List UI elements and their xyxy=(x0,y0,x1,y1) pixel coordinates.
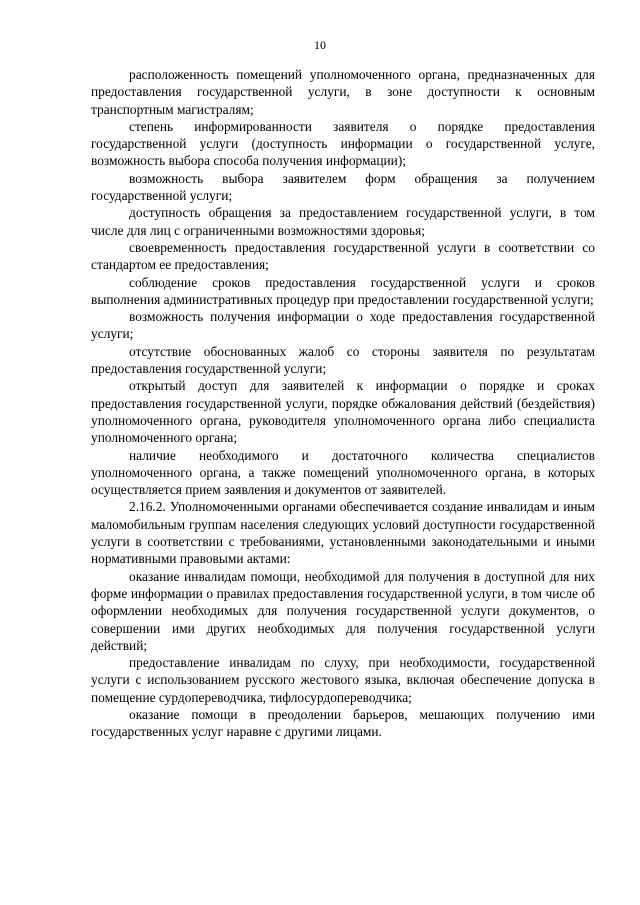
paragraph-sign-language: предоставление инвалидам по слуху, при необходимости, государственной услуги с использованием русского жестового языка, включая обеспечение допуска в помещение сурдопереводчика, тифлосурдопереводчика; xyxy=(91,655,595,705)
paragraph-section-2-16-2: 2.16.2. Уполномоченными органами обеспечивается создание инвалидам и иным маломобильным группам населения следующих условий доступности государственной услуги в соответствии с требованиями, установленными законодательными и иными нормативными правовыми актами: xyxy=(91,499,595,567)
paragraph-disabled-assistance: оказание инвалидам помощи, необходимой для получения в доступной для них форме информации о правилах предоставления государственной услуги, в том числе об оформлении необходимых для получения государственной услуги документов, о совершении ими других необходимых для получения государственной услуги действий; xyxy=(91,568,595,653)
paragraph-accessibility: доступность обращения за предоставлением государственной услуги, в том числе для лиц с ограниченными возможностями здоровья; xyxy=(91,205,595,238)
paragraph-timeliness: своевременность предоставления государственной услуги в соответствии со стандартом ее предоставления; xyxy=(91,239,595,273)
paragraph-progress-info: возможность получения информации о ходе предоставления государственной услуги; xyxy=(91,309,595,342)
paragraph-informedness: степень информированности заявителя о порядке предоставления государственной услуги (доступность информации о государственной услуге, возможность выбора способа получения информации); xyxy=(91,118,595,169)
paragraph-barriers: оказание помощи в преодолении барьеров, мешающих получению ими государственных услуг наравне с другими лицами. xyxy=(91,706,595,740)
page-number: 10 xyxy=(314,38,326,52)
paragraph-siting: расположенность помещений уполномоченного органа, предназначенных для предоставления государственной услуги, в зоне доступности к основным транспортным магистралям; xyxy=(91,67,595,117)
paragraph-no-complaints: отсутствие обоснованных жалоб со стороны заявителя по результатам предоставления государственной услуги; xyxy=(91,343,595,377)
paragraph-open-access: открытый доступ для заявителей к информации о порядке и сроках предоставления государственной услуги, порядке обжалования действий (бездействия) уполномоченного органа, руководителя уполномоченного органа либо специалиста уполномоченного органа; xyxy=(91,378,595,446)
paragraph-deadlines: соблюдение сроков предоставления государственной услуги и сроков выполнения административных процедур при предоставлении государственной услуги; xyxy=(91,274,595,307)
paragraph-request-form-choice: возможность выбора заявителем форм обращения за получением государственной услуги; xyxy=(91,170,595,204)
document-body xyxy=(91,66,595,741)
paragraph-staffing: наличие необходимого и достаточного количества специалистов уполномоченного органа, а также помещений уполномоченного органа, в которых осуществляется прием заявления и документов от заявителей. xyxy=(91,447,595,498)
